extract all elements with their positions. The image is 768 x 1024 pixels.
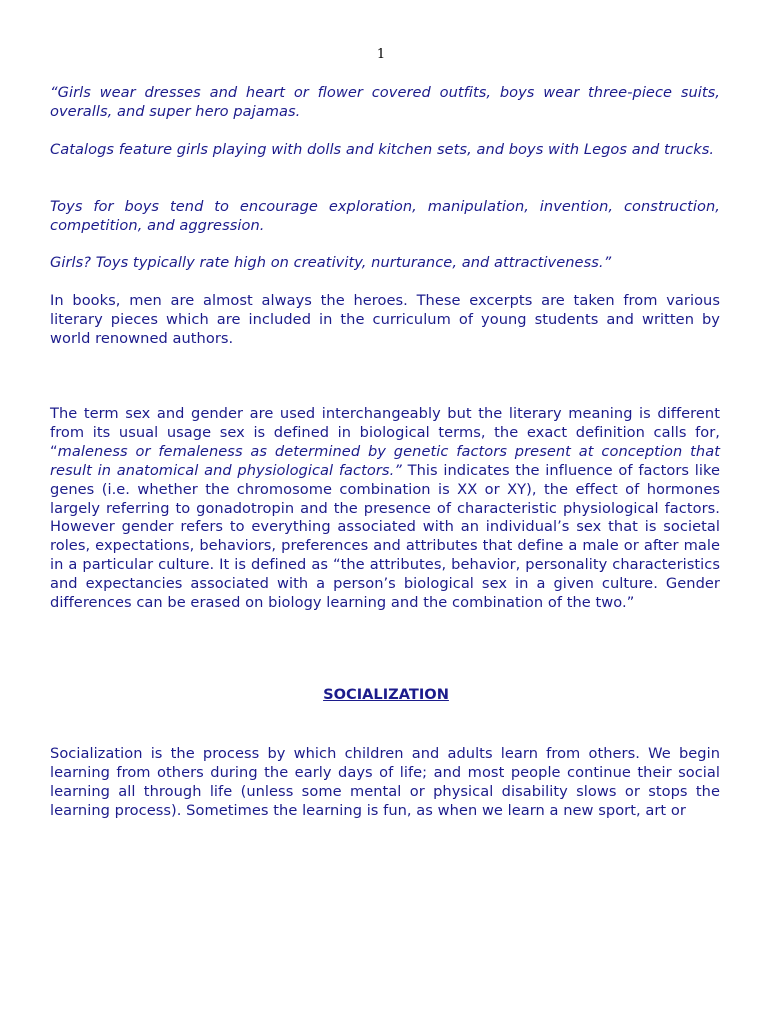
sex-gender-rest-text: This indicates the influence of factors like genes (i.e. whether the chromosome combination is XX or XY), the effect of hormones largely referring to gonadotropin and the presence of characteristic physiological factors. However gender refers to everything associated with an individual’s sex that is societal roles, expectations, behaviors, preferences and attributes that define a male or after male in a particular culture. It is defined as “the attributes, behavior, personality characteristics and expectancies associated with a person’s biological sex in a given culture. Gender differences can be erased on biology learning and the combination of the two.”	[50, 461, 720, 612]
section-heading-socialization: SOCIALIZATION	[323, 686, 449, 703]
quote-paragraph-clothing: “Girls wear dresses and heart or flower covered outfits, boys wear three-piece suits, overalls, and super hero pajamas.	[50, 84, 720, 120]
paragraph-sex-and-gender	[50, 405, 720, 613]
sex-gender-definition-quote: maleness or femaleness as determined by genetic factors present at conception that result in anatomical and physiological factors.”	[50, 442, 720, 479]
quote-paragraph-toys-girls: Girls? Toys typically rate high on creativity, nurturance, and attractiveness.”	[50, 254, 612, 271]
paragraph-socialization: Socialization is the process by which children and adults learn from others. We begin learning from others during the early days of life; and most people continue their social learning all through life (unless some mental or physical disability slows or stops the learning process). Sometimes the learning is fun, as when we learn a new sport, art or	[50, 745, 720, 819]
quote-paragraph-toys-boys: Toys for boys tend to encourage exploration, manipulation, invention, construction, competition, and aggression.	[50, 198, 720, 234]
quote-paragraph-catalogs: Catalogs feature girls playing with dolls and kitchen sets, and boys with Legos and trucks.	[50, 141, 715, 158]
paragraph-books: In books, men are almost always the heroes. These excerpts are taken from various literary pieces which are included in the curriculum of young students and written by world renowned authors.	[50, 292, 720, 347]
page-number: 1	[376, 47, 386, 62]
sex-gender-intro-text: The term sex and gender are used interchangeably but the literary meaning is different from its usual usage sex is defined in biological terms, the exact definition calls for, “	[50, 405, 720, 460]
